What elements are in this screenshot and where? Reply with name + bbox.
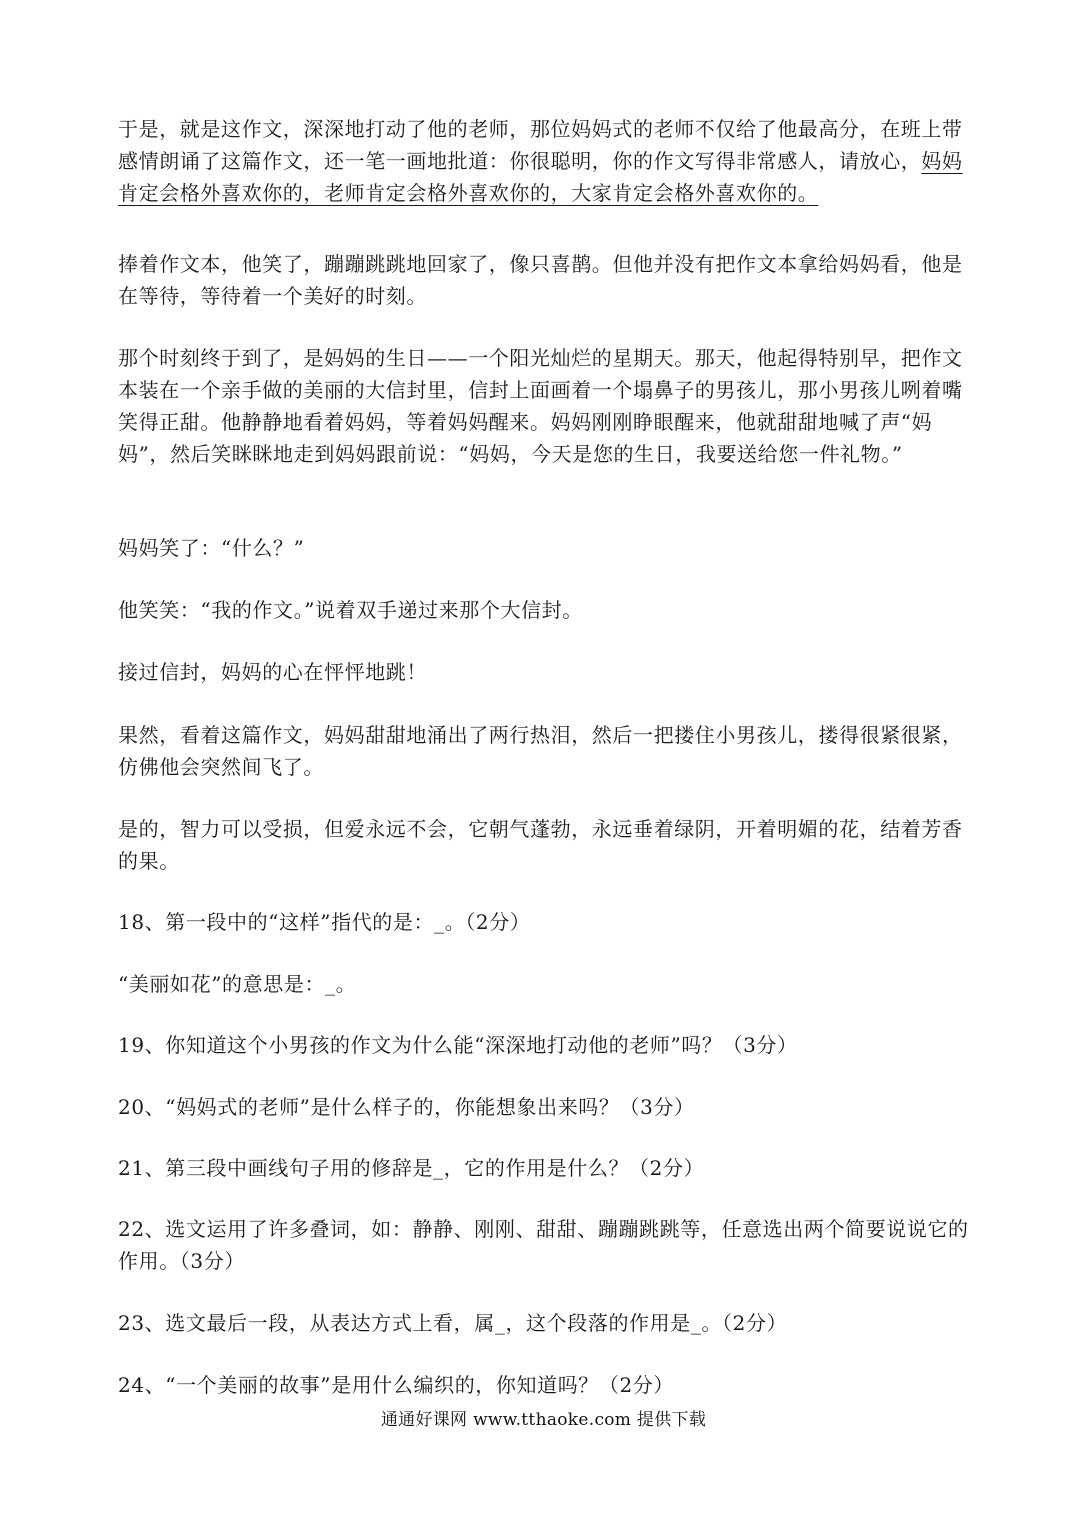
paragraph-love-forever: 是的，智力可以受损，但爱永远不会，它朝气蓬勃，永远垂着绿阴，开着明媚的花，结着芳香的果。 bbox=[118, 817, 963, 873]
paragraph-magpie: 捧着作文本，他笑了，蹦蹦跳跳地回家了，像只喜鹊。但他并没有把作文本拿给妈妈看，他是在等待，等待着一个美好的时刻。 bbox=[118, 252, 963, 308]
document-page bbox=[118, 0, 970, 1536]
question-18-sub: “美丽如花”的意思是：_。 bbox=[118, 972, 357, 996]
paragraph-birthday: 那个时刻终于到了，是妈妈的生日——一个阳光灿烂的星期天。那天，他起得特别早，把作文本装在一个亲手做的美丽的大信封里，信封上面画着一个塌鼻子的男孩儿，那小男孩儿咧着嘴笑得正甜。他静静地看着妈妈，等着妈妈醒来。妈妈刚刚睁眼醒来，他就甜甜地喊了声“妈妈”，然后笑眯眯地走到妈妈跟前说：“妈妈，今天是您的生日，我要送给您一件礼物。” bbox=[118, 346, 963, 466]
question-20: 20、“妈妈式的老师”是什么样子的，你能想象出来吗？（3分） bbox=[118, 1095, 695, 1119]
underlined-sentence: 妈妈肯定会格外喜欢你的，老师肯定会格外喜欢你的，大家肯定会格外喜欢你的。 bbox=[118, 149, 963, 205]
paragraph-mom-smiles: 妈妈笑了：“什么？” bbox=[118, 536, 305, 560]
paragraph-my-essay: 他笑笑：“我的作文。”说着双手递过来那个大信封。 bbox=[118, 598, 583, 622]
page-footer: 通通好课网 www.tthaoke.com 提供下载 bbox=[380, 1410, 707, 1430]
paragraph-text: 于是，就是这作文，深深地打动了他的老师，那位妈妈式的老师不仅给了他最高分，在班上带感情朗诵了这篇作文，还一笔一画地批道：你很聪明，你的作文写得非常感人，请放心， bbox=[118, 117, 963, 173]
question-22: 22、选文运用了许多叠词，如：静静、刚刚、甜甜、蹦蹦跳跳等，任意选出两个简要说说它的作用。（3分） bbox=[118, 1217, 969, 1273]
paragraph-tears: 果然，看着这篇作文，妈妈甜甜地涌出了两行热泪，然后一把搂住小男孩儿，搂得很紧很紧，仿佛他会突然间飞了。 bbox=[118, 723, 963, 779]
question-24: 24、“一个美丽的故事”是用什么编织的，你知道吗？（2分） bbox=[118, 1373, 675, 1397]
question-23: 23、选文最后一段，从表达方式上看，属_，这个段落的作用是_。（2分） bbox=[118, 1311, 788, 1335]
paragraph-heart-beats: 接过信封，妈妈的心在怦怦地跳！ bbox=[118, 660, 427, 684]
question-19: 19、你知道这个小男孩的作文为什么能“深深地打动他的老师”吗？（3分） bbox=[118, 1033, 798, 1057]
paragraph-teacher-comment bbox=[118, 113, 970, 209]
question-18: 18、第一段中的“这样”指代的是：_。（2分） bbox=[118, 910, 531, 934]
question-21: 21、第三段中画线句子用的修辞是_，它的作用是什么？（2分） bbox=[118, 1156, 705, 1180]
